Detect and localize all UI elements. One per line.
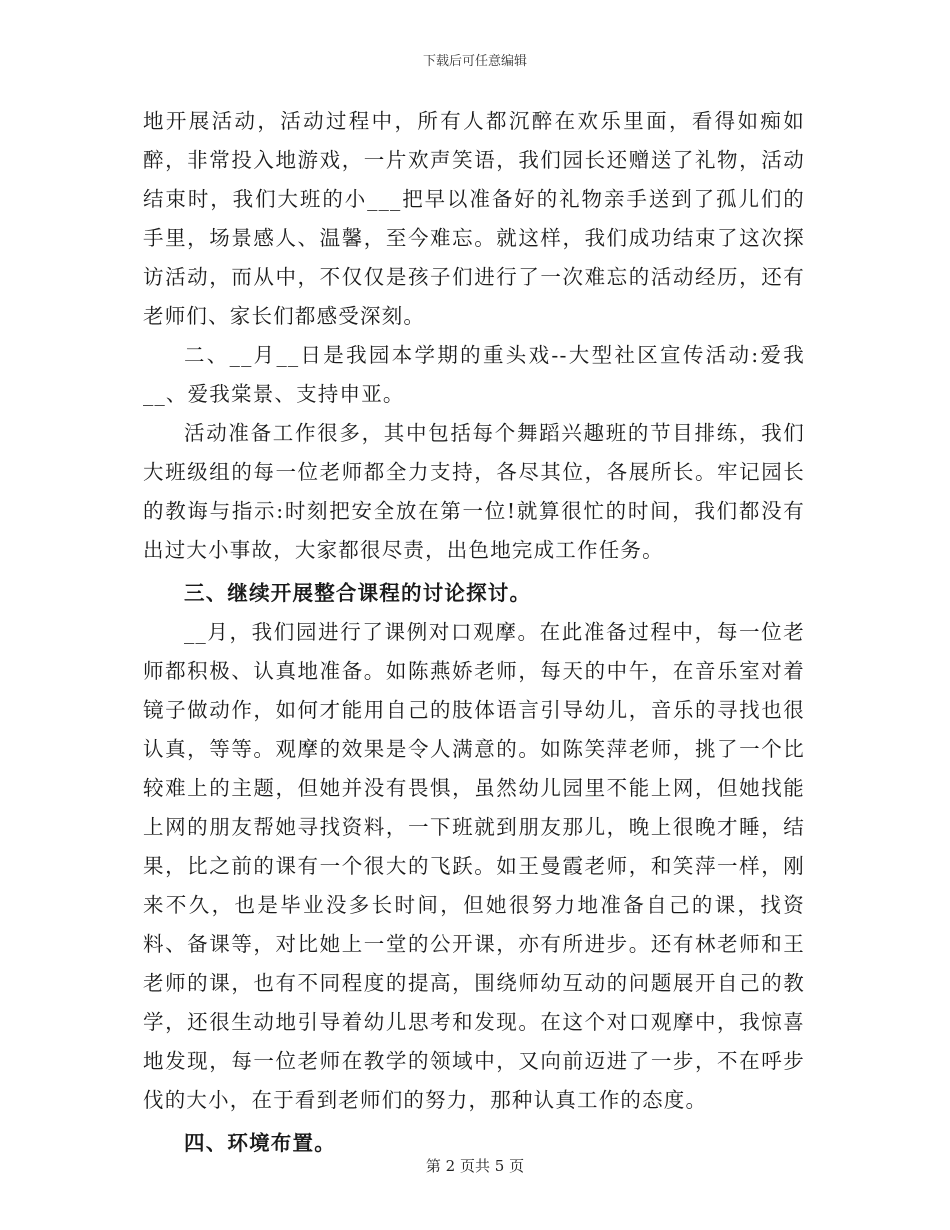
paragraph-section-two: 二、__月__日是我园本学期的重头戏--大型社区宣传活动:爱我__、爱我棠景、支持申亚。	[143, 343, 805, 406]
paragraph-preparation: 活动准备工作很多，其中包括每个舞蹈兴趣班的节目排练，我们大班级组的每一位老师都全力支持，各尽其位，各展所长。牢记园长的教诲与指示:时刻把安全放在第一位!就算很忙的时间，我们都没有出过大小事故，大家都很尽责，出色地完成工作任务。	[143, 421, 805, 562]
document-body	[143, 102, 805, 1163]
page-footer: 第 2 页共 5 页	[425, 1157, 525, 1175]
section-heading-three: 三、继续开展整合课程的讨论探讨。	[184, 581, 532, 605]
page-header: 下载后可任意编辑	[422, 54, 527, 69]
section-heading-four: 四、环境布置。	[184, 1131, 336, 1155]
paragraph-continued: 地开展活动，活动过程中，所有人都沉醉在欢乐里面，看得如痴如醉，非常投入地游戏，一片欢声笑语，我们园长还赠送了礼物，活动结束时，我们大班的小___把早以准备好的礼物亲手送到了孤儿们的手里，场景感人、温馨，至今难忘。就这样，我们成功结束了这次探访活动，而从中，不仅仅是孩子们进行了一次难忘的活动经历，还有老师们、家长们都感受深刻。	[143, 109, 805, 328]
paragraph-observation: __月，我们园进行了课例对口观摩。在此准备过程中，每一位老师都积极、认真地准备。如陈燕娇老师，每天的中午，在音乐室对着镜子做动作，如何才能用自己的肢体语言引导幼儿，音乐的寻找也很认真，等等。观摩的效果是令人满意的。如陈笑萍老师，挑了一个比较难上的主题，但她并没有畏惧，虽然幼儿园里不能上网，但她找能上网的朋友帮她寻找资料，一下班就到朋友那儿，晚上很晚才睡，结果，比之前的课有一个很大的飞跃。如王曼霞老师，和笑萍一样，刚来不久，也是毕业没多长时间，但她很努力地准备自己的课，找资料、备课等，对比她上一堂的公开课，亦有所进步。还有林老师和王老师的课，也有不同程度的提高，围绕师幼互动的问题展开自己的教学，还很生动地引导着幼儿思考和发现。在这个对口观摩中，我惊喜地发现，每一位老师在教学的领域中，又向前迈进了一步，不在呼步伐的大小，在于看到老师们的努力，那种认真工作的态度。	[143, 620, 805, 1112]
